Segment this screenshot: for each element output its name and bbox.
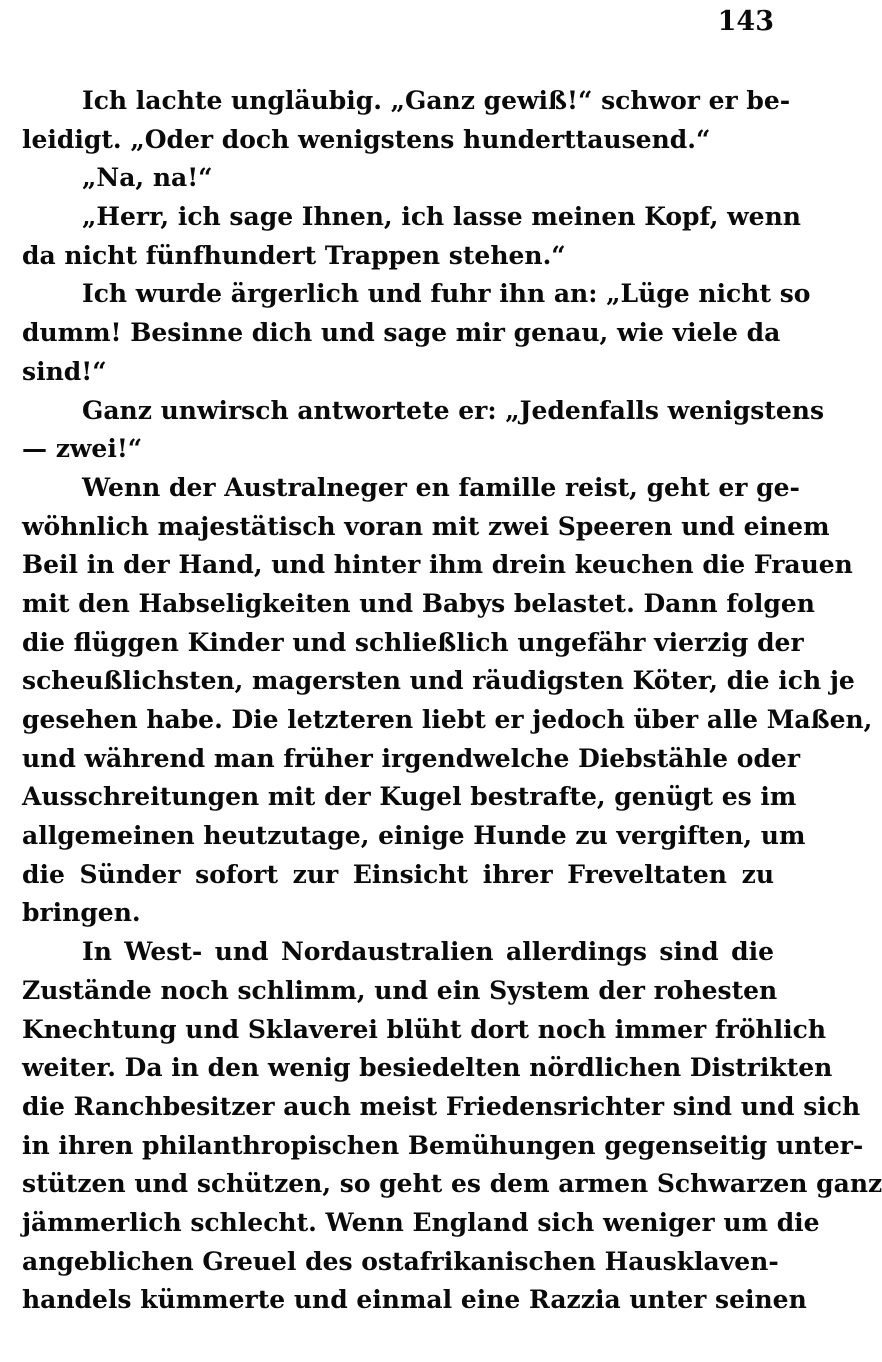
text-line: Zustände noch schlimm, und ein System der rohesten xyxy=(22,975,778,1005)
text-line: In West- und Nordaustralien allerdings sind die xyxy=(82,937,774,967)
text-line: wöhnlich majestätisch voran mit zwei Speeren und einem xyxy=(22,511,830,541)
text-line: „Herr, ich sage Ihnen, ich lasse meinen Kopf, wenn xyxy=(82,202,801,232)
text-line: Beil in der Hand, und hinter ihm drein keuchen die Frauen xyxy=(22,550,853,580)
text-line: „Na, na!“ xyxy=(82,163,213,193)
text-line: handels kümmerte und einmal eine Razzia unter seinen xyxy=(22,1285,807,1315)
text-line: Wenn der Australneger en famille reist, geht er ge- xyxy=(82,472,800,502)
text-line: Ganz unwirsch antwortete er: „Jedenfalls wenigstens xyxy=(82,395,825,425)
text-line: die Ranchbesitzer auch meist Friedensrichter sind und sich xyxy=(22,1091,861,1121)
text-line: angeblichen Greuel des ostafrikanischen Hausklaven- xyxy=(22,1246,779,1276)
body-text xyxy=(22,82,882,1320)
text-line: scheußlichsten, magersten und räudigsten Köter, die ich je xyxy=(22,666,855,696)
text-line: mit den Habseligkeiten und Babys belastet. Dann folgen xyxy=(22,588,815,618)
text-line: jämmerlich schlecht. Wenn England sich weniger um die xyxy=(22,1207,820,1237)
text-line: dumm! Besinne dich und sage mir genau, wie viele da xyxy=(22,318,781,348)
text-line: die Sünder sofort zur Einsicht ihrer Freveltaten zu xyxy=(22,859,774,889)
text-line: leidigt. „Oder doch wenigstens hunderttausend.“ xyxy=(22,124,711,154)
text-line: Ich lachte ungläubig. „Ganz gewiß!“ schwor er be- xyxy=(82,86,791,115)
text-line: Ich wurde ärgerlich und fuhr ihn an: „Lüge nicht so xyxy=(82,279,811,309)
page-number: 143 xyxy=(717,6,774,37)
text-line: Ausschreitungen mit der Kugel bestrafte, genügt es im xyxy=(22,782,797,812)
text-line: sind!“ xyxy=(22,356,107,386)
text-line: bringen. xyxy=(22,898,141,928)
text-line: — zwei!“ xyxy=(22,434,143,464)
text-line: da nicht fünfhundert Trappen stehen.“ xyxy=(22,240,566,270)
text-line: stützen und schützen, so geht es dem armen Schwarzen ganz xyxy=(22,1169,882,1199)
text-line: in ihren philanthropischen Bemühungen gegenseitig unter- xyxy=(22,1130,864,1160)
text-line: gesehen habe. Die letzteren liebt er jedoch über alle Maßen, xyxy=(22,705,873,734)
text-line: und während man früher irgendwelche Diebstähle oder xyxy=(22,743,801,773)
text-line: Knechtung und Sklaverei blüht dort noch immer fröhlich xyxy=(22,1014,827,1044)
text-line: allgemeinen heutzutage, einige Hunde zu vergiften, um xyxy=(22,821,806,851)
text-line: weiter. Da in den wenig besiedelten nördlichen Distrikten xyxy=(22,1053,833,1083)
text-line: die flüggen Kinder und schließlich ungefähr vierzig der xyxy=(22,627,804,657)
